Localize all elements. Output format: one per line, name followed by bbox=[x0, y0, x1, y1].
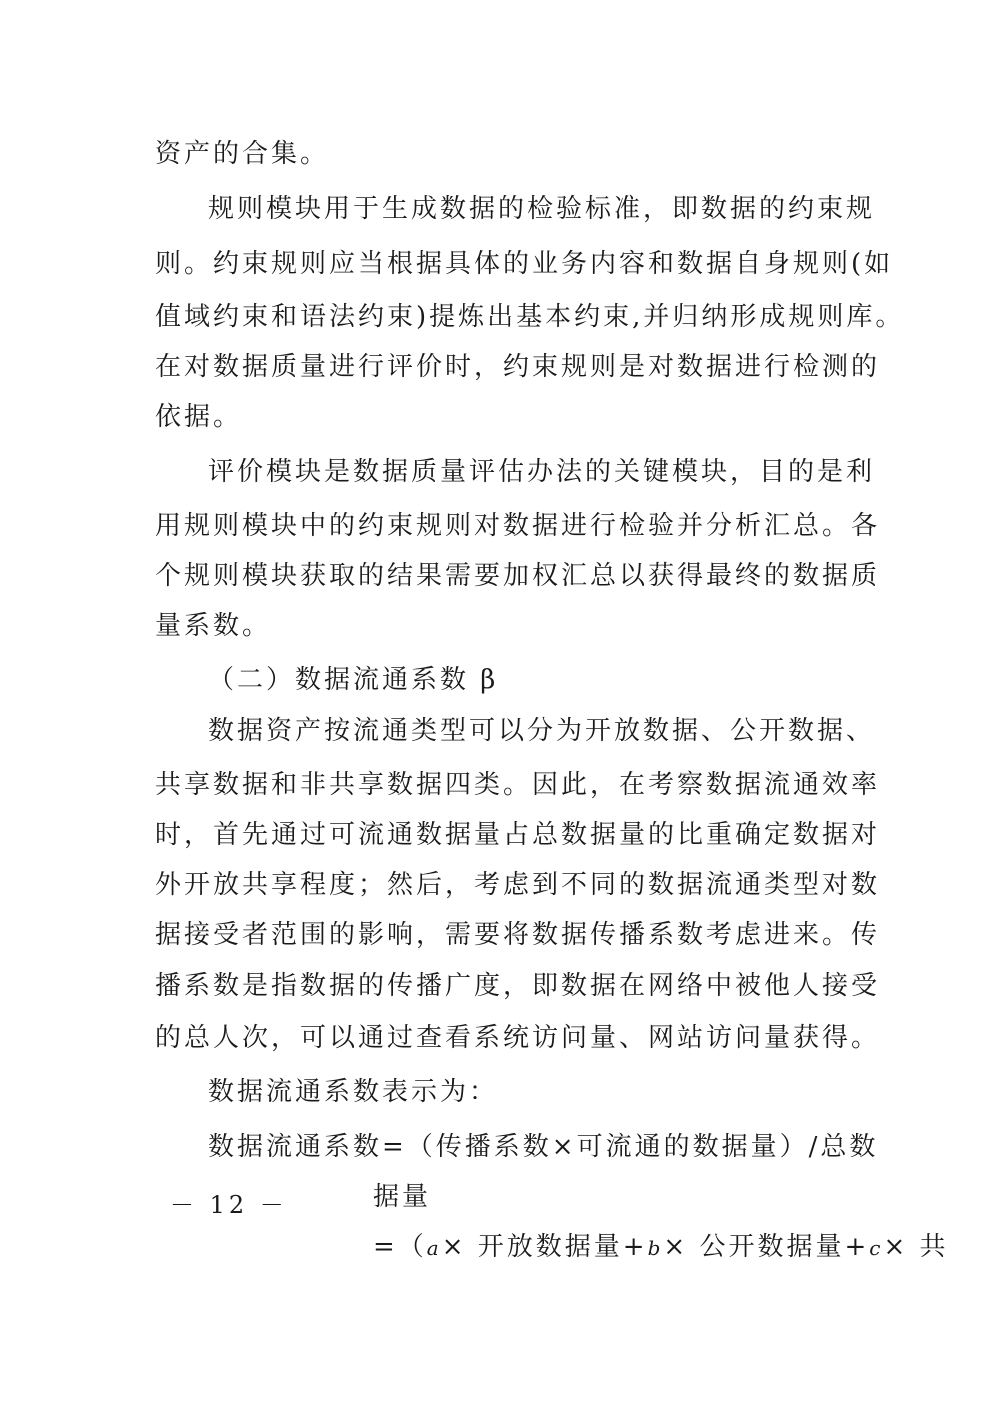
text-line: 数据流通系数表示为： bbox=[208, 1077, 499, 1107]
text-line: 时，首先通过可流通数据量占总数据量的比重确定数据对 bbox=[155, 820, 881, 850]
text-line: 共享数据和非共享数据四类。因此，在考察数据流通效率 bbox=[155, 770, 881, 800]
variable-a: a bbox=[426, 1236, 442, 1260]
text-line: 据接受者范围的影响，需要将数据传播系数考虑进来。传 bbox=[155, 920, 881, 950]
formula-line: 据量 bbox=[373, 1182, 432, 1212]
text-line: 依据。 bbox=[155, 402, 243, 432]
text-line: 用规则模块中的约束规则对数据进行检验并分析汇总。各 bbox=[155, 511, 881, 541]
paragraph-first-line: 评价模块是数据质量评估办法的关键模块，目的是利 bbox=[208, 457, 876, 487]
formula-line bbox=[373, 1227, 1000, 1268]
formula-part: × 共 bbox=[883, 1232, 949, 1262]
text-line: 量系数。 bbox=[155, 611, 272, 641]
text-line: 的总人次，可以通过查看系统访问量、网站访问量获得。 bbox=[155, 1023, 881, 1053]
page-number: － 12 － bbox=[170, 1191, 288, 1219]
formula-prefix: =（ bbox=[373, 1232, 427, 1262]
formula-line: 数据流通系数=（传播系数×可流通的数据量）/总数 bbox=[208, 1132, 879, 1162]
formula-part: × 公开数据量+ bbox=[663, 1232, 870, 1262]
text-line: 外开放共享程度；然后，考虑到不同的数据流通类型对数 bbox=[155, 870, 881, 900]
text-line: 则。约束规则应当根据具体的业务内容和数据自身规则(如 bbox=[155, 249, 894, 279]
variable-b: b bbox=[647, 1236, 664, 1260]
text-line: 个规则模块获取的结果需要加权汇总以获得最终的数据质 bbox=[155, 561, 881, 591]
text-line: 值域约束和语法约束)提炼出基本约束,并归纳形成规则库。 bbox=[155, 302, 905, 332]
paragraph-first-line: 数据资产按流通类型可以分为开放数据、公开数据、 bbox=[208, 716, 876, 746]
text-line: 播系数是指数据的传播广度，即数据在网络中被他人接受 bbox=[155, 971, 881, 1001]
section-heading: （二）数据流通系数 β bbox=[208, 665, 499, 695]
variable-c: c bbox=[869, 1236, 884, 1260]
text-line: 资产的合集。 bbox=[155, 139, 330, 169]
text-line: 在对数据质量进行评价时，约束规则是对数据进行检测的 bbox=[155, 352, 881, 382]
formula-part: × 开放数据量+ bbox=[441, 1232, 648, 1262]
paragraph-first-line: 规则模块用于生成数据的检验标准，即数据的约束规 bbox=[208, 194, 876, 224]
